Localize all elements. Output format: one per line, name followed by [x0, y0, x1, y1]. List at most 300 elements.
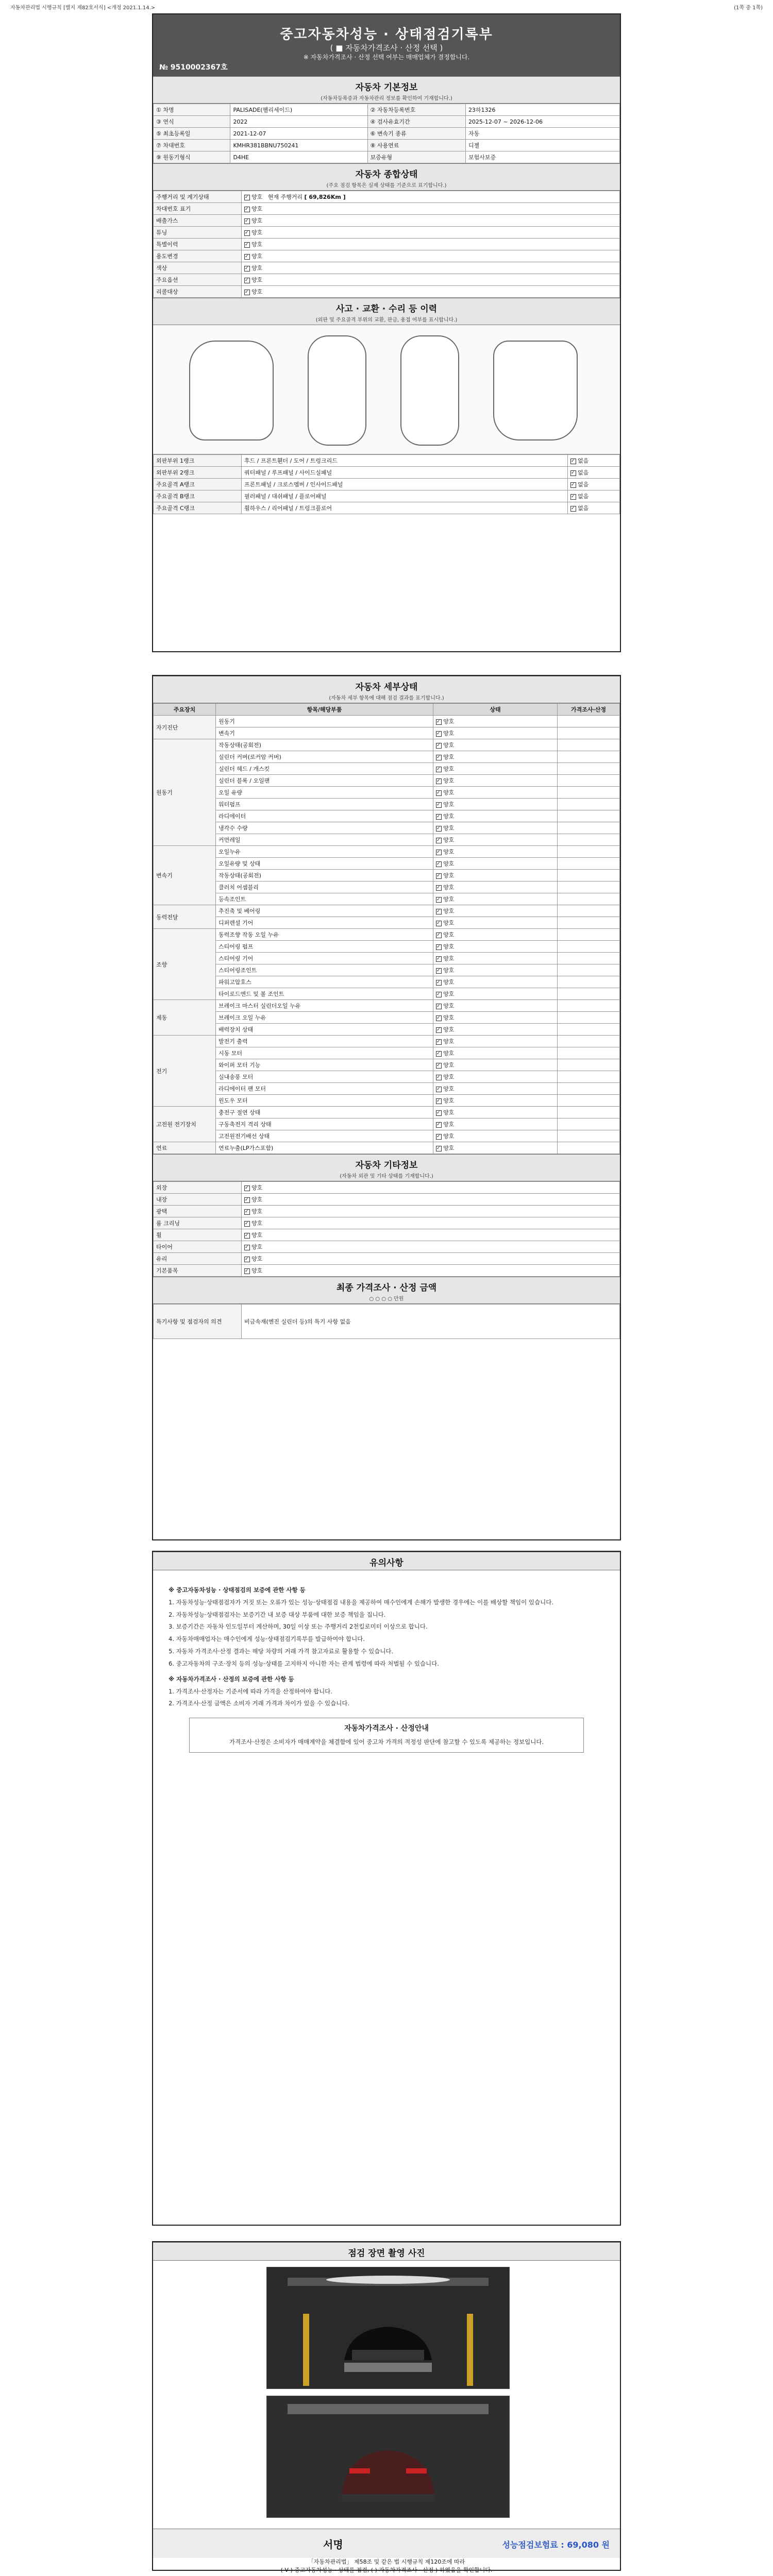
price-cell	[558, 893, 620, 905]
section-title: 자동차 기본정보	[355, 82, 418, 93]
checkbox[interactable]	[436, 826, 442, 832]
status-text: 양호	[251, 1184, 263, 1191]
odometer-value: [ 69,826Km ]	[304, 194, 346, 200]
checkbox[interactable]	[436, 790, 442, 796]
status-text: 양호	[443, 718, 455, 725]
status-text: 양호	[251, 289, 263, 295]
checkbox[interactable]	[244, 1257, 250, 1262]
amount-value: ○ ○ ○ ○ 만원	[369, 1296, 404, 1302]
device-group: 조향	[154, 929, 216, 1000]
checkbox[interactable]	[436, 1039, 442, 1045]
checkbox[interactable]	[436, 921, 442, 926]
checkbox[interactable]	[436, 838, 442, 843]
check-item: 발전기 출력	[216, 1036, 433, 1047]
table-row	[154, 751, 620, 763]
record-page-1	[152, 13, 621, 652]
table-cell	[242, 191, 620, 203]
notice-item: 4. 자동차매매업자는 매수인에게 성능·상태점검기록부를 발급하여야 합니다.	[169, 1635, 365, 1643]
price-cell	[558, 882, 620, 893]
status-text: 양호	[443, 1062, 455, 1069]
status-cell	[433, 1047, 558, 1059]
checkbox[interactable]	[436, 767, 442, 772]
price-cell	[558, 917, 620, 929]
status-cell	[433, 917, 558, 929]
checkbox[interactable]	[244, 207, 250, 212]
status-text: 양호	[443, 789, 455, 796]
table-row	[154, 239, 620, 250]
check-item: 배력장치 상태	[216, 1024, 433, 1036]
other-item: 룸 크리닝	[154, 1217, 242, 1229]
checkbox[interactable]	[436, 1004, 442, 1009]
checkbox[interactable]	[436, 1027, 442, 1033]
other-item: 내장	[154, 1194, 242, 1206]
record-page-2	[152, 675, 621, 1540]
table-cell: 주요골격 C랭크	[154, 502, 242, 514]
table-row	[154, 905, 620, 917]
device-group: 동력전달	[154, 905, 216, 929]
status-text: 양호	[443, 1109, 455, 1116]
checkbox[interactable]	[244, 254, 250, 260]
status-cell	[433, 1083, 558, 1095]
checkbox[interactable]	[436, 743, 442, 749]
checkbox[interactable]	[244, 1209, 250, 1215]
checkbox[interactable]	[436, 1015, 442, 1021]
other-item: 기본품목	[154, 1265, 242, 1277]
other-info-table	[153, 1181, 620, 1277]
checkbox[interactable]	[436, 814, 442, 820]
status-text: 양호	[443, 860, 455, 867]
overall-status-table	[153, 191, 620, 298]
status-cell	[433, 739, 558, 751]
price-cell	[558, 739, 620, 751]
status-text: 양호	[251, 265, 263, 272]
checkbox[interactable]	[244, 1233, 250, 1239]
checkbox[interactable]	[244, 242, 250, 248]
price-cell	[558, 799, 620, 810]
price-cell	[558, 953, 620, 964]
notice-heading: ※ 중고자동차성능 · 상태점검의 보증에 관한 사항 등	[169, 1586, 306, 1594]
check-item: 등속조인트	[216, 893, 433, 905]
table-cell: 필러패널 / 대쉬패널 / 플로어패널	[242, 490, 568, 502]
checkbox[interactable]	[436, 1134, 442, 1140]
table-row	[154, 917, 620, 929]
table-cell: ④ 검사유효기간	[367, 116, 465, 128]
status-cell	[433, 988, 558, 1000]
table-row	[154, 1253, 620, 1265]
check-item: 연료누출(LP가스포함)	[216, 1142, 433, 1154]
status-text: 양호	[443, 931, 455, 938]
table-row	[154, 870, 620, 882]
checkbox[interactable]	[436, 755, 442, 760]
table-cell: ① 차명	[154, 104, 230, 116]
checkbox[interactable]	[436, 1075, 442, 1080]
table-row	[154, 1000, 620, 1012]
price-cell	[558, 1024, 620, 1036]
table-cell	[242, 250, 620, 262]
table-row	[154, 976, 620, 988]
check-item: 파워고압호스	[216, 976, 433, 988]
check-item: 윈도우 모터	[216, 1095, 433, 1107]
status-cell	[433, 775, 558, 787]
device-group: 연료	[154, 1142, 216, 1154]
status-cell	[433, 763, 558, 775]
section-title: 자동차 종합상태	[355, 170, 418, 180]
checkbox[interactable]	[436, 897, 442, 903]
price-cell	[558, 1000, 620, 1012]
checkbox[interactable]	[436, 1110, 442, 1116]
price-cell	[558, 870, 620, 882]
status-text: 양호	[443, 908, 455, 914]
status-cell	[433, 787, 558, 799]
price-cell	[558, 1083, 620, 1095]
table-row	[154, 1194, 620, 1206]
table-cell	[568, 455, 620, 467]
status-text: 양호	[443, 1038, 455, 1045]
table-row	[154, 834, 620, 846]
checkbox[interactable]	[244, 1221, 250, 1227]
status-text: 없음	[578, 469, 589, 476]
checkbox[interactable]	[244, 1268, 250, 1274]
checkbox[interactable]	[436, 944, 442, 950]
price-cell	[558, 941, 620, 953]
checkbox[interactable]	[244, 290, 250, 295]
sign-label: 서명	[323, 2538, 343, 2551]
section-subtitle: (자동차 외관 및 기타 상태를 기재합니다.)	[340, 1174, 433, 1179]
table-row	[154, 1229, 620, 1241]
status-cell	[433, 1000, 558, 1012]
checkbox[interactable]	[244, 1197, 250, 1203]
check-item: 시동 모터	[216, 1047, 433, 1059]
checkbox[interactable]	[436, 980, 442, 986]
checkbox[interactable]	[436, 1146, 442, 1151]
status-cell	[433, 893, 558, 905]
table-row	[154, 964, 620, 976]
status-text: 양호	[443, 1097, 455, 1104]
table-cell: 외판부위 1랭크	[154, 455, 242, 467]
checkbox[interactable]	[570, 494, 576, 500]
table-row	[154, 763, 620, 775]
column-header: 항목/해당부품	[216, 704, 433, 716]
status-cell	[242, 1265, 620, 1277]
check-item: 워터펌프	[216, 799, 433, 810]
table-row	[154, 846, 620, 858]
table-row	[154, 215, 620, 227]
checkbox[interactable]	[436, 968, 442, 974]
vehicle-diagram	[153, 325, 620, 454]
status-text: 없음	[578, 493, 589, 500]
table-cell: ⑧ 사용연료	[367, 140, 465, 151]
table-cell: 차대번호 표기	[154, 203, 242, 215]
table-cell: 리콜대상	[154, 286, 242, 298]
status-cell	[433, 882, 558, 893]
checkbox[interactable]	[436, 909, 442, 914]
checkbox[interactable]	[244, 218, 250, 224]
status-text: 양호	[443, 813, 455, 820]
section-title: 사고 · 교환 · 수리 등 이력	[335, 304, 438, 314]
status-cell	[433, 976, 558, 988]
table-cell	[242, 227, 620, 239]
table-cell: PALISADE(팰리세이드)	[230, 104, 367, 116]
footer-note	[153, 2557, 620, 2574]
price-cell	[558, 1107, 620, 1118]
status-text: 양호	[251, 206, 263, 212]
table-row	[154, 953, 620, 964]
check-item: 작동상태(공회전)	[216, 739, 433, 751]
checkbox[interactable]	[436, 861, 442, 867]
status-text: 양호	[443, 837, 455, 843]
status-text: 양호	[443, 849, 455, 855]
status-text: 양호	[443, 754, 455, 760]
table-cell	[242, 274, 620, 286]
checkbox[interactable]	[570, 459, 576, 464]
status-cell	[433, 870, 558, 882]
status-text: 없음	[578, 457, 589, 464]
status-cell	[433, 953, 558, 964]
column-header: 가격조사·산정	[558, 704, 620, 716]
status-text: 양호	[443, 967, 455, 974]
table-cell	[242, 215, 620, 227]
status-cell	[242, 1194, 620, 1206]
checkbox[interactable]	[570, 470, 576, 476]
checkbox[interactable]	[244, 1185, 250, 1191]
other-item: 외장	[154, 1182, 242, 1194]
checkbox[interactable]	[436, 933, 442, 938]
table-row	[154, 502, 620, 514]
odometer-label: 현재 주행거리	[267, 194, 303, 200]
status-cell	[433, 727, 558, 739]
price-cell	[558, 1036, 620, 1047]
status-text: 양호	[443, 943, 455, 950]
check-item: 오일 유량	[216, 787, 433, 799]
table-row	[154, 1265, 620, 1277]
check-item: 고전원전기배선 상태	[216, 1130, 433, 1142]
column-header: 상태	[433, 704, 558, 716]
price-cell	[558, 1130, 620, 1142]
status-text: 양호	[443, 896, 455, 903]
check-item: 충전구 절연 상태	[216, 1107, 433, 1118]
inspection-photo-front	[266, 2267, 510, 2389]
table-row	[154, 455, 620, 467]
checkbox[interactable]	[244, 195, 250, 200]
table-cell	[242, 262, 620, 274]
status-text: 양호	[443, 1014, 455, 1021]
checkbox[interactable]	[436, 1063, 442, 1069]
price-cell	[558, 1142, 620, 1154]
section-subtitle: (자동차 세부 항목에 대해 점검 결과를 표기합니다.)	[329, 696, 444, 701]
checkbox[interactable]	[436, 873, 442, 879]
check-item: 실린더 블록 / 오일팬	[216, 775, 433, 787]
notice-heading: ※ 자동차가격조사 · 산정의 보증에 관한 사항 등	[169, 1675, 294, 1683]
section-title: 점검 장면 촬영 사진	[348, 2248, 425, 2259]
device-group: 고전원 전기장치	[154, 1107, 216, 1142]
notice-item: 2. 자동차성능·상태점검자는 보증기간 내 보증 대상 부품에 대한 보증 책임을 집니다.	[169, 1611, 386, 1618]
table-cell: ⑨ 원동기형식	[154, 151, 230, 163]
table-row	[154, 1095, 620, 1107]
other-item: 광택	[154, 1206, 242, 1217]
section-subtitle: (외판 및 주요골격 부위의 교환, 판금, 용접 여부를 표시합니다.)	[315, 317, 458, 323]
insurance-fee: 성능점검보험료 : 69,080 원	[502, 2540, 610, 2550]
table-cell: 2021-12-07	[230, 128, 367, 140]
status-cell	[242, 1253, 620, 1265]
check-item: 오일누유	[216, 846, 433, 858]
table-cell: 외판부위 2랭크	[154, 467, 242, 479]
record-subtitle: ( ■ 자동차가격조사 · 산정 선택 )	[330, 43, 443, 53]
checkbox[interactable]	[436, 885, 442, 891]
check-item: 스티어링 펌프	[216, 941, 433, 953]
checkbox[interactable]	[436, 850, 442, 855]
checkbox[interactable]	[436, 731, 442, 737]
table-cell: 자동	[465, 128, 619, 140]
table-row	[154, 787, 620, 799]
status-cell	[433, 1024, 558, 1036]
opinion-text: 비금속재(엔진 실린더 등)의 특기 사항 없음	[242, 1304, 620, 1339]
table-cell	[242, 203, 620, 215]
check-item: 실린더 커버(로커암 커버)	[216, 751, 433, 763]
status-text: 양호	[443, 955, 455, 962]
table-row	[154, 151, 620, 163]
device-group: 원동기	[154, 739, 216, 846]
status-text: 양호	[443, 801, 455, 808]
table-cell: ⑦ 차대번호	[154, 140, 230, 151]
status-text: 양호	[251, 241, 263, 248]
check-item: 실린더 헤드 / 개스킷	[216, 763, 433, 775]
status-cell	[242, 1206, 620, 1217]
device-group: 제동	[154, 1000, 216, 1036]
price-cell	[558, 846, 620, 858]
table-cell: 주요골격 B랭크	[154, 490, 242, 502]
accident-table	[153, 454, 620, 514]
table-row	[154, 116, 620, 128]
table-cell	[568, 490, 620, 502]
table-row	[154, 1182, 620, 1194]
checkbox[interactable]	[436, 1098, 442, 1104]
status-text: 양호	[443, 730, 455, 737]
section-subtitle: (자동차등록증과 자동차관리 정보를 확인하여 기재합니다.)	[321, 96, 452, 101]
check-item: 라디에이터 팬 모터	[216, 1083, 433, 1095]
status-text: 없음	[578, 505, 589, 512]
status-text: 양호	[443, 1003, 455, 1009]
check-item: 클러치 어셈블리	[216, 882, 433, 893]
table-row	[154, 1118, 620, 1130]
checkbox[interactable]	[436, 719, 442, 725]
price-guide-title: 자동차가격조사 · 산정안내	[344, 1724, 429, 1733]
checkbox[interactable]	[570, 506, 576, 512]
status-cell	[433, 1142, 558, 1154]
table-cell: 쿼터패널 / 루프패널 / 사이드실패널	[242, 467, 568, 479]
car-top-view	[400, 335, 459, 446]
overall-status-section	[153, 163, 620, 191]
table-cell: 프론트패널 / 크로스멤버 / 인사이드패널	[242, 479, 568, 490]
table-row	[154, 1083, 620, 1095]
status-text: 양호	[443, 1121, 455, 1128]
table-row	[154, 1107, 620, 1118]
table-row	[154, 799, 620, 810]
checkbox[interactable]	[244, 278, 250, 283]
table-row	[154, 128, 620, 140]
table-row	[154, 929, 620, 941]
status-cell	[433, 1012, 558, 1024]
status-cell	[433, 858, 558, 870]
price-cell	[558, 1095, 620, 1107]
signature-section	[153, 2529, 620, 2558]
check-item: 구동축전지 격리 상태	[216, 1118, 433, 1130]
status-text: 양호	[443, 920, 455, 926]
price-cell	[558, 751, 620, 763]
checkbox[interactable]	[436, 1122, 442, 1128]
status-cell	[433, 905, 558, 917]
check-item: 원동기	[216, 716, 433, 727]
table-cell: ② 자동차등록번호	[367, 104, 465, 116]
checkbox[interactable]	[570, 482, 576, 488]
table-row	[154, 490, 620, 502]
status-text: 양호	[251, 229, 263, 236]
table-cell: 색상	[154, 262, 242, 274]
opinion-table	[153, 1304, 620, 1339]
table-cell: 후드 / 프론트휀더 / 도어 / 트렁크리드	[242, 455, 568, 467]
status-text: 양호	[443, 1050, 455, 1057]
price-cell	[558, 775, 620, 787]
notice-item: 3. 보증기간은 자동차 인도일부터 계산하며, 30일 이상 또는 주행거리 2천킬로미터 이상으로 합니다.	[169, 1623, 428, 1631]
table-row	[154, 286, 620, 298]
checkbox[interactable]	[244, 266, 250, 272]
checkbox[interactable]	[436, 992, 442, 997]
status-cell	[242, 1229, 620, 1241]
table-header-row	[154, 704, 620, 716]
checkbox[interactable]	[436, 1051, 442, 1057]
other-info-section	[153, 1154, 620, 1181]
section-title: 유의사항	[369, 1558, 404, 1568]
table-cell: 2025-12-07 ~ 2026-12-06	[465, 116, 619, 128]
table-row	[154, 104, 620, 116]
checkbox[interactable]	[244, 230, 250, 236]
status-cell	[433, 810, 558, 822]
price-guide-box	[189, 1718, 584, 1753]
status-text: 양호	[251, 277, 263, 283]
check-item: 브레이크 마스터 실린더오일 누유	[216, 1000, 433, 1012]
price-cell	[558, 988, 620, 1000]
status-text: 양호	[443, 991, 455, 997]
checkbox[interactable]	[244, 1245, 250, 1250]
price-cell	[558, 822, 620, 834]
checkbox[interactable]	[436, 802, 442, 808]
other-item: 타이어	[154, 1241, 242, 1253]
check-item: 냉각수 수량	[216, 822, 433, 834]
checkbox[interactable]	[436, 778, 442, 784]
checkbox[interactable]	[436, 956, 442, 962]
section-title: 자동차 세부상태	[355, 682, 418, 692]
table-row	[154, 727, 620, 739]
check-item: 디퍼렌셜 기어	[216, 917, 433, 929]
status-text: 양호	[443, 872, 455, 879]
top-bar	[10, 3, 763, 12]
notice-item: 2. 가격조사·산정 금액은 소비자 거래 가격과 차이가 있을 수 있습니다.	[169, 1700, 350, 1707]
table-row	[154, 810, 620, 822]
status-text: 양호	[443, 1026, 455, 1033]
table-cell: 특기사항 및 점검자의 의견	[154, 1304, 242, 1339]
checkbox[interactable]	[436, 1087, 442, 1092]
price-cell	[558, 976, 620, 988]
section-title: 자동차 기타정보	[355, 1160, 418, 1171]
price-cell	[558, 727, 620, 739]
table-row	[154, 1206, 620, 1217]
status-cell	[433, 1107, 558, 1118]
status-text: 양호	[443, 1074, 455, 1080]
table-cell	[242, 286, 620, 298]
table-cell: KMHR381BBNU750241	[230, 140, 367, 151]
record-note: ※ 자동차가격조사 · 산정 선택 여부는 매매업체가 결정합니다.	[303, 54, 470, 61]
table-row	[154, 191, 620, 203]
table-cell: 용도변경	[154, 250, 242, 262]
